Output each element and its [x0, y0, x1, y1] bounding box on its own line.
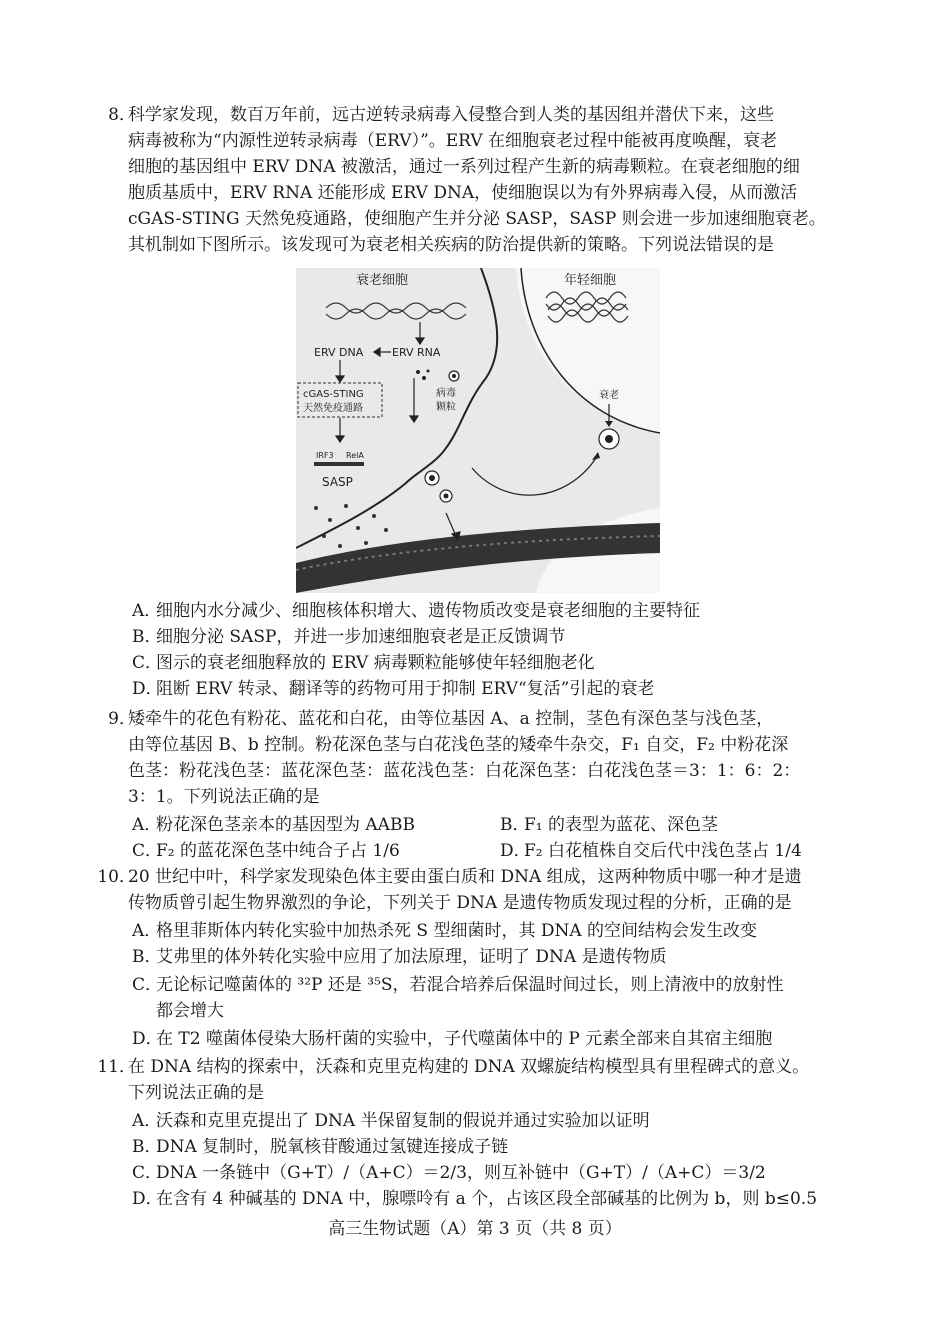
option-text: F₂ 白花植株自交后代中浅色茎占 1/4: [524, 841, 802, 861]
question-stem: [128, 706, 868, 810]
option-text: 格里菲斯体内转化实验中加热杀死 S 型细菌时，其 DNA 的空间结构会发生改变: [156, 921, 758, 941]
option-text: 艾弗里的体外转化实验中应用了加法原理，证明了 DNA 是遗传物质: [156, 947, 667, 967]
option-text: 在 T2 噬菌体侵染大肠杆菌的实验中，子代噬菌体中的 P 元素全部来自其宿主细胞: [156, 1029, 773, 1049]
option-letter: A．: [132, 601, 162, 621]
option-10c-continued: [132, 998, 224, 1024]
option-letter: C．: [132, 975, 163, 995]
label-irf3: IRF3: [316, 451, 334, 460]
option-letter: C．: [132, 1163, 163, 1183]
question-number: 11．: [97, 1057, 136, 1077]
option-10a[interactable]: [132, 918, 757, 944]
option-letter: D．: [132, 679, 163, 699]
option-letter: B．: [132, 947, 162, 967]
stem-line: 矮牵牛的花色有粉花、蓝花和白花，由等位基因 A、a 控制，茎色有深色茎与浅色茎，: [128, 709, 774, 729]
option-text: 阻断 ERV 转录、翻译等的药物可用于抑制 ERV“复活”引起的衰老: [156, 679, 655, 699]
stem-line: 胞质基质中，ERV RNA 还能形成 ERV DNA，使细胞误以为有外界病毒入侵，从而激活: [128, 183, 798, 203]
question-stem: [128, 864, 868, 916]
question-8: [96, 102, 868, 258]
stem-line: cGAS-STING 天然免疫通路，使细胞产生并分泌 SASP，SASP 则会进一步加速细胞衰老。: [128, 209, 826, 229]
option-9b[interactable]: [500, 812, 718, 838]
stem-line: 色茎：粉花浅色茎：蓝花深色茎：蓝花浅色茎：白花深色茎：白花浅色茎＝3：1：6：2：: [128, 761, 801, 781]
page-footer: 高三生物试题（A）第 3 页（共 8 页）: [328, 1219, 622, 1239]
question-number: 8．: [108, 105, 136, 125]
stem-line: 在 DNA 结构的探索中，沃森和克里克构建的 DNA 双螺旋结构模型具有里程碑式的意义。: [128, 1057, 810, 1077]
erv-mechanism-figure: [296, 268, 660, 593]
option-10d[interactable]: [132, 1026, 772, 1052]
option-letter: D．: [132, 1029, 163, 1049]
option-8c[interactable]: [132, 650, 595, 676]
label-cgas-sting: cGAS-STING: [303, 389, 364, 400]
option-letter: D．: [500, 841, 531, 861]
option-letter: A．: [132, 815, 162, 835]
question-stem: [128, 102, 868, 258]
stem-line: 病毒被称为“内源性逆转录病毒（ERV）”。ERV 在细胞衰老过程中能被再度唤醒，衰老: [128, 131, 778, 151]
option-letter: B．: [132, 1137, 162, 1157]
question-9: [96, 706, 868, 810]
question-stem: [128, 1054, 868, 1106]
option-9c[interactable]: [132, 838, 400, 864]
option-9a[interactable]: [132, 812, 415, 838]
label-senescent-cell: 衰老细胞: [356, 273, 409, 288]
option-letter: C．: [132, 841, 163, 861]
option-8a[interactable]: [132, 598, 700, 624]
option-10b[interactable]: [132, 944, 667, 970]
option-11b[interactable]: [132, 1134, 508, 1160]
option-text: 无论标记噬菌体的 ³²P 还是 ³⁵S，若混合培养后保温时间过长，则上清液中的放射性: [156, 975, 784, 995]
stem-line: 20 世纪中叶，科学家发现染色体主要由蛋白质和 DNA 组成，这两种物质中哪一种才是遗: [128, 867, 802, 887]
stem-line: 其机制如下图所示。该发现可为衰老相关疾病的防治提供新的策略。下列说法错误的是: [128, 235, 774, 255]
option-text: 细胞分泌 SASP，并进一步加速细胞衰老是正反馈调节: [156, 627, 566, 647]
option-text: DNA 一条链中（G+T）/（A+C）＝2/3，则互补链中（G+T）/（A+C）＝3/2: [156, 1163, 766, 1183]
option-text: F₂ 的蓝花深色茎中纯合子占 1/6: [156, 841, 400, 861]
question-number: 10．: [97, 867, 136, 887]
option-9d[interactable]: [500, 838, 802, 864]
label-rela: RelA: [346, 451, 364, 460]
option-text: DNA 复制时，脱氧核苷酸通过氢键连接成子链: [156, 1137, 509, 1157]
option-10c[interactable]: [132, 972, 784, 998]
stem-line: 科学家发现，数百万年前，远古逆转录病毒入侵整合到人类的基因组并潜伏下来，这些: [128, 105, 774, 125]
option-text: F₁ 的表型为蓝花、深色茎: [524, 815, 719, 835]
label-particle: 颗粒: [436, 402, 456, 413]
label-sasp: SASP: [322, 475, 353, 489]
label-virus: 病毒: [436, 388, 456, 399]
option-11c[interactable]: [132, 1160, 766, 1186]
option-letter: B．: [132, 627, 162, 647]
label-young-cell: 年轻细胞: [564, 273, 617, 288]
option-letter: B．: [500, 815, 530, 835]
stem-line: 3：1。下列说法正确的是: [128, 787, 320, 807]
label-aging: 衰老: [599, 390, 619, 401]
question-11: [96, 1054, 868, 1106]
option-letter: A．: [132, 921, 162, 941]
figure-svg: [296, 268, 660, 593]
question-10: [96, 864, 868, 916]
stem-line: 下列说法正确的是: [128, 1083, 264, 1103]
label-erv-rna: ERV RNA: [392, 346, 441, 359]
label-erv-dna: ERV DNA: [314, 346, 364, 359]
option-text: 细胞内水分减少、细胞核体积增大、遗传物质改变是衰老细胞的主要特征: [156, 601, 700, 621]
option-letter: D．: [132, 1189, 163, 1209]
option-text: 在含有 4 种碱基的 DNA 中，腺嘌呤有 a 个，占该区段全部碱基的比例为 b，则 b≤0.5: [156, 1189, 818, 1209]
question-number: 9．: [108, 709, 136, 729]
stem-line: 由等位基因 B、b 控制。粉花深色茎与白花浅色茎的矮牵牛杂交，F₁ 自交，F₂ 中粉花深: [128, 735, 789, 755]
option-11d[interactable]: [132, 1186, 817, 1212]
option-8b[interactable]: [132, 624, 565, 650]
option-text: 沃森和克里克提出了 DNA 半保留复制的假说并通过实验加以证明: [156, 1111, 650, 1131]
stem-line: 传物质曾引起生物界激烈的争论，下列关于 DNA 是遗传物质发现过程的分析，正确的是: [128, 893, 792, 913]
option-letter: A．: [132, 1111, 162, 1131]
label-immune-pathway: 天然免疫通路: [303, 403, 363, 414]
option-letter: C．: [132, 653, 163, 673]
option-text: 粉花深色茎亲本的基因型为 AABB: [156, 815, 415, 835]
option-8d[interactable]: [132, 676, 654, 702]
option-text: 都会增大: [156, 1001, 224, 1021]
option-text: 图示的衰老细胞释放的 ERV 病毒颗粒能够使年轻细胞老化: [156, 653, 595, 673]
option-11a[interactable]: [132, 1108, 650, 1134]
stem-line: 细胞的基因组中 ERV DNA 被激活，通过一系列过程产生新的病毒颗粒。在衰老细胞的细: [128, 157, 800, 177]
